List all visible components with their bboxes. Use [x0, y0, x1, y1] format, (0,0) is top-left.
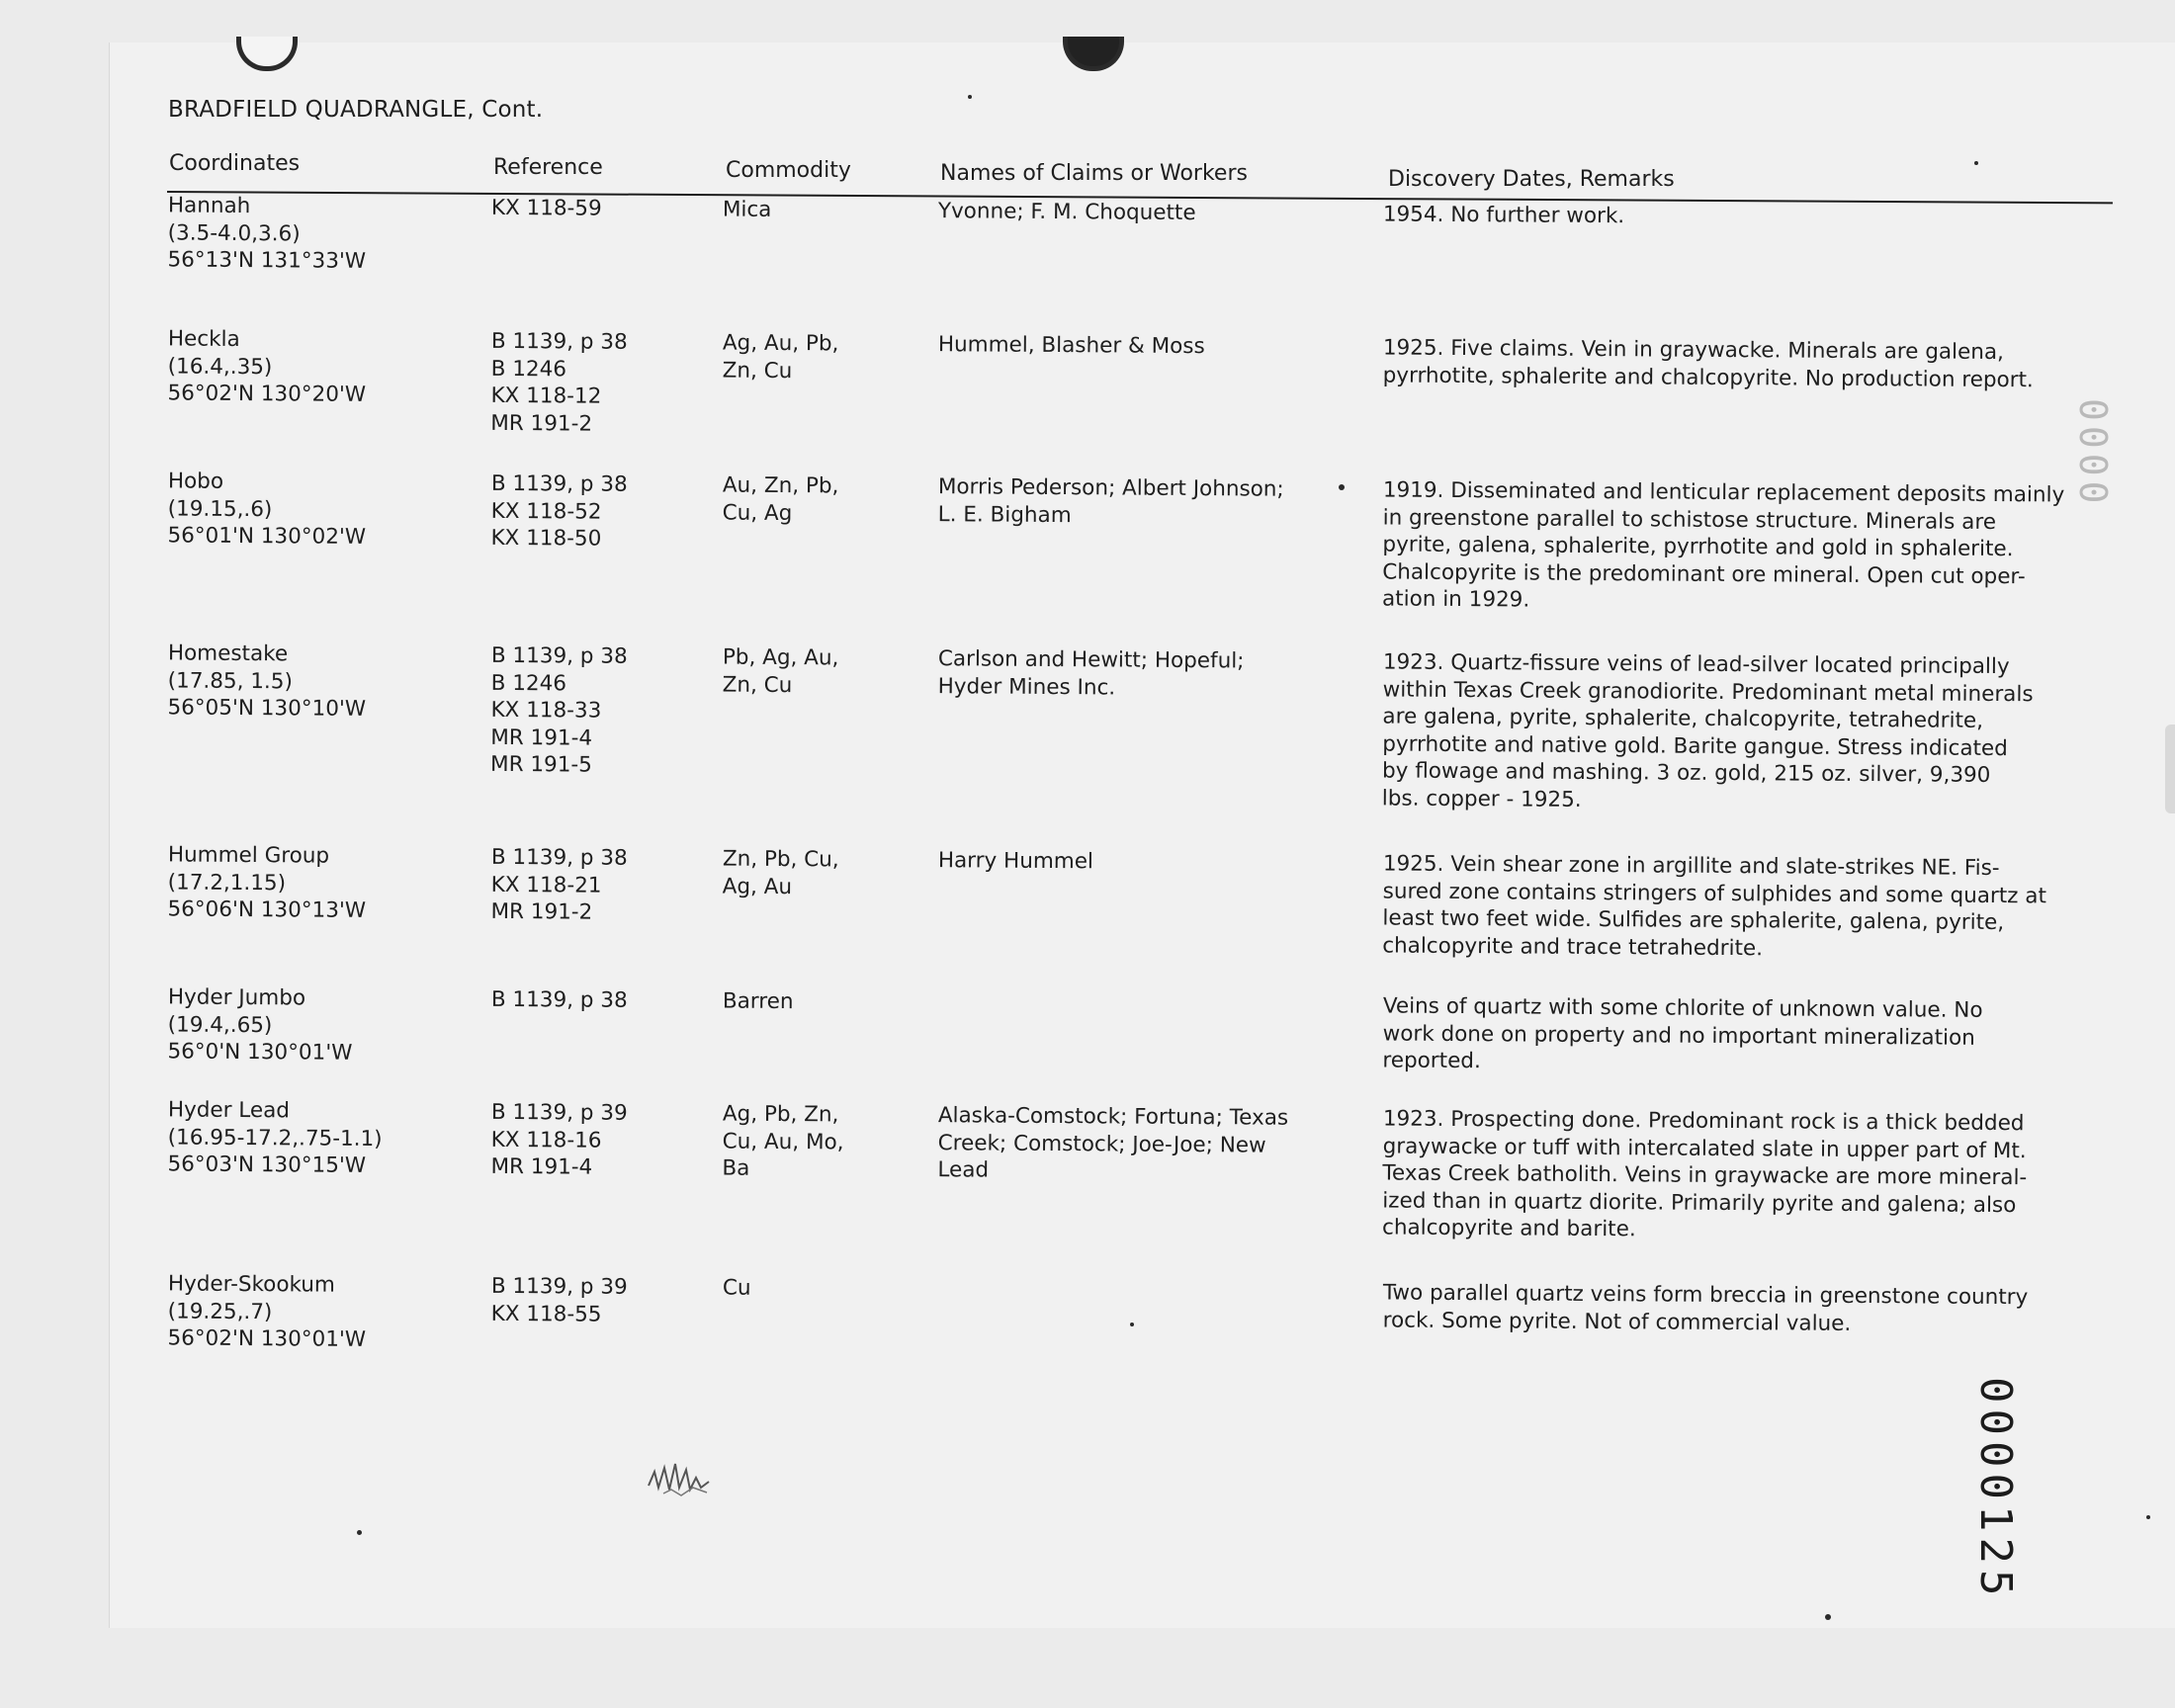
table-row — [110, 983, 2175, 1074]
coordinates-cell-line: Heckla — [167, 326, 240, 352]
remarks-cell-line: Two parallel quartz veins form breccia in greenstone country — [1382, 1280, 2029, 1311]
coordinates-cell-line: 56°02'N 130°01'W — [167, 1325, 367, 1352]
punch-hole — [1063, 37, 1124, 71]
table-row — [110, 1096, 2175, 1242]
commodity-cell — [723, 1275, 920, 1304]
reference-cell-line: KX 118-16 — [490, 1127, 602, 1153]
reference-cell — [490, 470, 709, 554]
coordinates-cell-line: (3.5-4.0,3.6) — [167, 219, 301, 246]
remarks-cell-line: 1925. Vein shear zone in argillite and slate-strikes NE. Fis- — [1382, 851, 2000, 882]
commodity-cell — [723, 988, 920, 1017]
remarks-cell-line: 1923. Prospecting done. Predominant rock is a thick bedded — [1382, 1106, 2025, 1137]
scan-speck — [1339, 484, 1345, 490]
commodity-cell-line: Ag, Au, Pb, — [722, 330, 839, 357]
remarks-cell-line: reported. — [1382, 1048, 1481, 1074]
reference-cell-line: MR 191-4 — [490, 1153, 593, 1180]
reference-cell-line: B 1139, p 38 — [490, 470, 628, 497]
page-edge-tab — [2165, 725, 2175, 813]
table-row — [110, 1270, 2175, 1352]
names-cell — [938, 198, 1353, 228]
scan-speck — [1974, 161, 1978, 165]
commodity-cell — [723, 197, 920, 225]
remarks-cell-line: sured zone contains stringers of sulphides and some quartz at — [1382, 878, 2047, 908]
remarks-cell-line: rock. Some pyrite. Not of commercial value. — [1382, 1307, 1852, 1336]
names-cell — [938, 331, 1353, 362]
coordinates-cell-line: Hummel Group — [167, 842, 330, 869]
coordinates-cell-line: (19.25,.7) — [167, 1298, 273, 1324]
coordinates-cell-line: 56°02'N 130°20'W — [167, 381, 367, 407]
coordinates-cell-line: Hyder Lead — [167, 1097, 291, 1124]
names-cell-line: Carlson and Hewitt; Hopeful; — [937, 646, 1245, 674]
table-row — [110, 192, 2175, 274]
reference-cell-line: B 1139, p 38 — [490, 328, 628, 355]
coordinates-cell — [167, 841, 484, 925]
commodity-cell — [723, 644, 920, 700]
coordinates-cell-line: 56°0'N 130°01'W — [167, 1039, 353, 1066]
document-page — [110, 43, 2175, 1628]
column-header-names: Names of Claims or Workers — [940, 161, 1248, 186]
commodity-cell-line: Cu — [722, 1275, 751, 1301]
reference-cell-line: KX 118-59 — [490, 195, 602, 221]
reference-cell — [491, 195, 709, 223]
commodity-cell — [723, 846, 920, 901]
coordinates-cell — [167, 1096, 484, 1180]
remarks-cell — [1383, 201, 2075, 233]
commodity-cell-line: Ba — [722, 1155, 750, 1181]
coordinates-cell-line: 56°05'N 130°10'W — [167, 695, 367, 722]
names-cell — [938, 645, 1353, 703]
coordinates-cell-line: (17.85, 1.5) — [167, 667, 293, 694]
scan-speck — [2146, 1515, 2150, 1519]
reference-cell-line: KX 118-55 — [490, 1301, 602, 1327]
names-cell-line: Hyder Mines Inc. — [937, 673, 1116, 700]
table-row — [110, 841, 2175, 961]
commodity-cell — [723, 472, 920, 528]
commodity-cell-line: Barren — [722, 988, 794, 1015]
remarks-cell-line: are galena, pyrite, sphalerite, chalcopyrite, tetrahedrite, — [1382, 704, 1984, 733]
remarks-cell — [1382, 850, 2075, 964]
remarks-cell-line: 1925. Five claims. Vein in graywacke. Minerals are galena, — [1382, 335, 2004, 366]
coordinates-cell — [167, 640, 484, 724]
commodity-cell-line: Mica — [722, 197, 772, 222]
remarks-cell-line: in greenstone parallel to schistose structure. Minerals are — [1382, 504, 1997, 535]
reference-cell — [490, 642, 709, 780]
coordinates-cell-line: 56°01'N 130°02'W — [167, 523, 367, 550]
commodity-cell-line: Pb, Ag, Au, — [722, 644, 839, 671]
scan-speck — [1130, 1323, 1134, 1326]
reference-cell-line: KX 118-12 — [490, 383, 602, 409]
reference-cell-line: KX 118-50 — [490, 525, 602, 552]
coordinates-cell-line: Hannah — [167, 193, 251, 219]
coordinates-cell-line: (19.4,.65) — [167, 1011, 273, 1038]
coordinates-cell-line: (16.95-17.2,.75-1.1) — [167, 1124, 383, 1152]
names-cell-line: Morris Pederson; Albert Johnson; — [937, 474, 1284, 502]
coordinates-cell-line: Hyder Jumbo — [167, 984, 306, 1011]
coordinates-cell — [167, 192, 484, 276]
reference-cell-line: B 1139, p 38 — [490, 642, 628, 669]
remarks-cell-line: least two feet wide. Sulfides are sphalerite, galena, pyrite, — [1382, 905, 2005, 936]
remarks-cell-line: pyrrhotite, sphalerite and chalcopyrite. No production report. — [1382, 362, 2034, 392]
reference-cell-line: B 1246 — [490, 356, 567, 382]
page-title: BRADFIELD QUADRANGLE, Cont. — [168, 97, 544, 123]
reference-cell-line: B 1139, p 38 — [490, 986, 628, 1013]
remarks-cell — [1383, 334, 2075, 393]
scan-speck — [1825, 1614, 1831, 1620]
remarks-cell-line: work done on property and no important mineralization — [1382, 1020, 1975, 1051]
coordinates-cell-line: 56°06'N 130°13'W — [167, 897, 367, 923]
remarks-cell — [1383, 1279, 2075, 1338]
reference-cell-line: MR 191-4 — [490, 725, 593, 751]
remarks-cell-line: Chalcopyrite is the predominant ore mineral. Open cut oper- — [1382, 558, 2026, 589]
remarks-cell-line: 1919. Disseminated and lenticular replacement deposits mainly — [1382, 477, 2065, 508]
reference-cell — [491, 1273, 709, 1329]
reference-cell — [491, 986, 709, 1015]
column-header-coordinates: Coordinates — [169, 151, 301, 176]
remarks-cell-line: by flowage and mashing. 3 oz. gold, 215 oz. silver, 9,390 — [1381, 758, 1991, 788]
coordinates-cell-line: Hyder-Skookum — [167, 1271, 335, 1298]
reference-cell-line: KX 118-33 — [490, 697, 602, 724]
document-number-stamp: 0000125 — [1970, 1377, 2021, 1602]
names-cell-line: Hummel, Blasher & Moss — [937, 332, 1205, 360]
remarks-cell-line: ized than in quartz diorite. Primarily pyrite and galena; also — [1382, 1187, 2017, 1218]
coordinates-cell-line: (19.15,.6) — [167, 495, 273, 522]
names-cell — [938, 847, 1353, 878]
coordinates-cell-line: 56°03'N 130°15'W — [167, 1152, 367, 1178]
commodity-cell-line: Zn, Cu — [722, 672, 793, 698]
faint-number-stamp: 0000 — [2071, 398, 2115, 509]
reference-cell-line: B 1246 — [490, 670, 567, 696]
commodity-cell-line: Ag, Pb, Zn, — [722, 1101, 839, 1128]
names-cell — [937, 1102, 1353, 1187]
coordinates-cell-line: (17.2,1.15) — [167, 869, 287, 896]
remarks-cell — [1382, 476, 2075, 618]
column-header-commodity: Commodity — [726, 158, 851, 183]
commodity-cell — [723, 330, 920, 385]
commodity-cell-line: Ag, Au — [722, 874, 793, 899]
remarks-cell-line: Veins of quartz with some chlorite of unknown value. No — [1382, 993, 1983, 1023]
remarks-cell — [1382, 1105, 2075, 1246]
reference-cell — [490, 844, 709, 927]
names-cell-line: Creek; Comstock; Joe-Joe; New — [937, 1130, 1266, 1158]
remarks-cell-line: pyrrhotite and native gold. Barite gangue. Stress indicated — [1382, 730, 2008, 761]
scan-speck — [968, 95, 972, 99]
remarks-cell-line: pyrite, galena, sphalerite, pyrrhotite and gold in sphalerite. — [1382, 532, 2014, 562]
column-header-remarks: Discovery Dates, Remarks — [1388, 167, 1675, 192]
commodity-cell-line: Cu, Au, Mo, — [722, 1129, 844, 1154]
remarks-cell-line: lbs. copper - 1925. — [1381, 785, 1582, 812]
reference-cell-line: B 1139, p 39 — [490, 1273, 628, 1300]
names-cell-line: Alaska-Comstock; Fortuna; Texas — [937, 1103, 1289, 1131]
commodity-cell-line: Zn, Cu — [722, 358, 793, 384]
reference-cell-line: MR 191-2 — [490, 898, 593, 925]
commodity-cell — [722, 1101, 920, 1184]
table-row — [110, 325, 2175, 437]
table-row — [110, 468, 2175, 613]
reference-cell-line: MR 191-2 — [490, 410, 593, 437]
remarks-cell-line: 1923. Quartz-fissure veins of lead-silver located principally — [1382, 649, 2010, 680]
names-cell — [938, 473, 1353, 531]
punch-hole — [236, 37, 298, 71]
coordinates-cell — [167, 325, 484, 409]
remarks-cell-line: graywacke or tuff with intercalated slate in upper part of Mt. — [1382, 1133, 2027, 1163]
reference-cell-line: MR 191-5 — [489, 751, 592, 778]
names-cell-line: Lead — [937, 1157, 990, 1183]
coordinates-cell-line: (16.4,.35) — [167, 353, 273, 380]
reference-cell-line: KX 118-52 — [490, 498, 602, 525]
coordinates-cell — [167, 468, 484, 552]
coordinates-cell-line: Homestake — [167, 640, 289, 667]
remarks-cell-line: ation in 1929. — [1381, 586, 1530, 613]
remarks-cell-line: chalcopyrite and barite. — [1381, 1215, 1636, 1242]
reference-cell — [490, 328, 709, 439]
commodity-cell-line: Au, Zn, Pb, — [722, 472, 839, 499]
column-header-reference: Reference — [493, 155, 603, 180]
pen-mark-icon — [644, 1446, 752, 1505]
remarks-cell — [1382, 992, 2075, 1079]
remarks-cell-line: chalcopyrite and trace tetrahedrite. — [1382, 932, 1764, 961]
coordinates-cell-line: Hobo — [167, 469, 224, 494]
commodity-cell-line: Cu, Ag — [722, 500, 793, 526]
reference-cell-line: KX 118-21 — [490, 872, 602, 898]
remarks-cell-line: within Texas Creek granodiorite. Predominant metal minerals — [1382, 676, 2034, 707]
coordinates-cell-line: 56°13'N 131°33'W — [167, 247, 367, 274]
table-row — [110, 640, 2175, 812]
coordinates-cell — [167, 1270, 484, 1354]
names-cell — [938, 1276, 1353, 1279]
commodity-cell-line: Zn, Pb, Cu, — [722, 846, 839, 873]
names-cell-line: Harry Hummel — [937, 848, 1094, 875]
reference-cell — [490, 1099, 709, 1182]
names-cell-line: L. E. Bigham — [937, 501, 1072, 528]
remarks-cell-line: Texas Creek batholith. Veins in graywacke are more mineral- — [1382, 1160, 2028, 1191]
remarks-cell-line: 1954. No further work. — [1382, 202, 1625, 229]
names-cell — [938, 989, 1353, 992]
reference-cell-line: B 1139, p 38 — [490, 844, 628, 871]
names-cell-line: Yvonne; F. M. Choquette — [937, 199, 1196, 226]
remarks-cell — [1382, 648, 2075, 816]
scan-speck — [357, 1530, 362, 1535]
reference-cell-line: B 1139, p 39 — [490, 1099, 628, 1126]
coordinates-cell — [167, 983, 484, 1068]
